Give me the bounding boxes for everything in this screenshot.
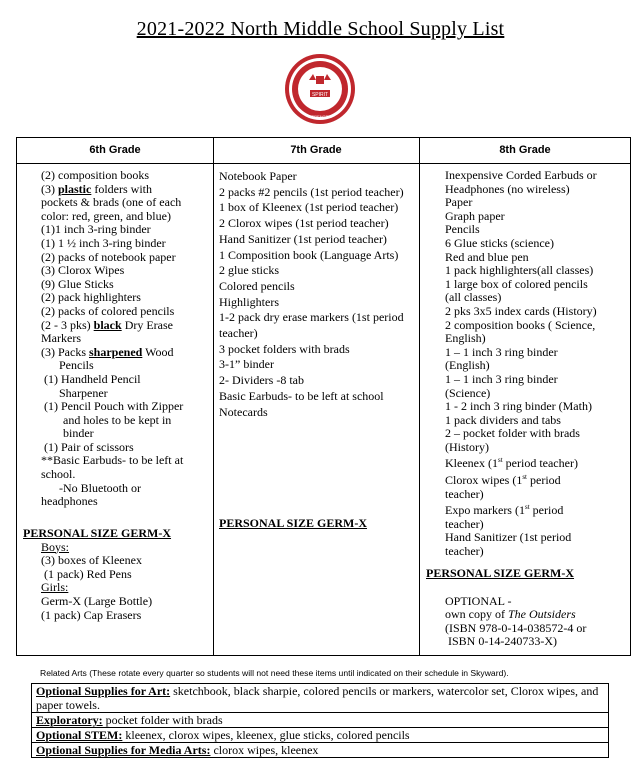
list-item: (2) pack highlighters bbox=[41, 290, 141, 305]
list-item: Expo markers (1st period bbox=[445, 503, 564, 518]
list-item: (all classes) bbox=[445, 290, 502, 305]
list-item: English) bbox=[445, 331, 486, 346]
list-item: 1 box of Kleenex (1st period teacher) bbox=[219, 200, 399, 215]
list-item: (1) Pair of scissors bbox=[41, 439, 134, 454]
list-item: 1 Composition book (Language Arts) bbox=[219, 247, 399, 262]
header-6th-grade: 6th Grade bbox=[89, 144, 141, 156]
list-item: 2 glue sticks bbox=[219, 263, 279, 278]
list-item: 2 composition books ( Science, bbox=[445, 317, 596, 332]
germx-heading: PERSONAL SIZE GERM-X bbox=[219, 516, 368, 530]
list-item: 1-2 pack dry erase markers (1st period teacher) bbox=[219, 310, 407, 341]
list-item: Highlighters bbox=[219, 294, 279, 309]
list-item: and holes to be kept in bbox=[63, 412, 172, 427]
list-item: (2) packs of notebook paper bbox=[41, 249, 176, 264]
list-item: teacher) bbox=[445, 516, 484, 531]
list-item: (2) packs of colored pencils bbox=[41, 303, 175, 318]
boys-label: Boys: bbox=[41, 539, 70, 554]
germx-heading: PERSONAL SIZE GERM-X bbox=[426, 566, 575, 580]
header-8th-grade: 8th Grade bbox=[499, 144, 551, 156]
header-7th-grade: 7th Grade bbox=[290, 144, 342, 156]
svg-text:STRENGTH: STRENGTH bbox=[309, 114, 331, 119]
optional-row-media-arts: Optional Supplies for Media Arts: clorox wipes, kleenex bbox=[36, 743, 319, 757]
girls-label: Girls: bbox=[41, 580, 69, 595]
optional-row-stem: Optional STEM: kleenex, clorox wipes, kleenex, glue sticks, colored pencils bbox=[32, 728, 608, 743]
grade7-list bbox=[219, 169, 417, 420]
column-divider bbox=[213, 138, 214, 655]
list-item: (1 pack) Red Pens bbox=[41, 566, 132, 581]
list-item: (English) bbox=[445, 358, 490, 373]
list-item: (1 pack) Cap Erasers bbox=[41, 607, 142, 622]
list-item: (1) Pencil Pouch with Zipper bbox=[41, 399, 184, 414]
list-item: Graph paper bbox=[445, 208, 505, 223]
list-item: (1) 1 ½ inch 3-ring binder bbox=[41, 235, 166, 250]
list-item: 1 – 1 inch 3 ring binder bbox=[445, 371, 558, 386]
list-item: binder bbox=[63, 426, 94, 441]
list-item: Pencils bbox=[445, 222, 480, 237]
list-item: **Basic Earbuds- to be left at bbox=[41, 453, 184, 468]
optional-supplies-box bbox=[31, 683, 609, 758]
list-item: school. bbox=[41, 467, 76, 482]
list-item: Paper bbox=[445, 195, 473, 210]
list-item: (History) bbox=[445, 439, 489, 454]
list-item: Clorox wipes (1st period bbox=[445, 473, 561, 488]
list-item: Inexpensive Corded Earbuds or bbox=[445, 168, 597, 182]
list-item: (3) Clorox Wipes bbox=[41, 263, 125, 278]
list-item: (1) Handheld Pencil bbox=[41, 371, 141, 386]
list-item: 1 large box of colored pencils bbox=[445, 276, 588, 291]
list-item: Hand Sanitizer (1st period bbox=[445, 530, 572, 545]
list-item: Headphones (no wireless) bbox=[445, 181, 570, 196]
list-item: Red and blue pen bbox=[445, 249, 529, 264]
list-item: Basic Earbuds- to be left at school bbox=[219, 388, 384, 403]
list-item: Germ-X (Large Bottle) bbox=[41, 593, 153, 608]
list-item: (3) boxes of Kleenex bbox=[41, 553, 142, 568]
list-item: (3) plastic folders with bbox=[41, 181, 152, 196]
related-arts-note: Related Arts (These rotate every quarter so students will not need these items until indicated on their schedule in Skyward). bbox=[40, 668, 509, 678]
list-item: 2 – pocket folder with brads bbox=[445, 426, 580, 441]
list-item: Pencils bbox=[59, 358, 94, 373]
list-item: 6 Glue sticks (science) bbox=[445, 235, 554, 250]
list-item: (ISBN 978-0-14-038572-4 or bbox=[445, 620, 587, 635]
page-title: 2021-2022 North Middle School Supply List bbox=[136, 18, 505, 40]
list-item: (Science) bbox=[445, 385, 491, 400]
list-item: (1)1 inch 3-ring binder bbox=[41, 222, 151, 237]
school-logo bbox=[283, 52, 357, 126]
grade8-list bbox=[445, 169, 629, 559]
school-seal-icon bbox=[283, 52, 357, 126]
list-item: 2 pks 3x5 index cards (History) bbox=[445, 303, 597, 318]
list-item: ISBN 0-14-240733-X) bbox=[445, 634, 557, 649]
list-item: color: red, green, and blue) bbox=[41, 208, 171, 223]
list-item: Sharpener bbox=[59, 385, 108, 400]
grade7-extras bbox=[219, 517, 417, 531]
list-item: (2 - 3 pks) black Dry Erase bbox=[41, 317, 173, 332]
list-item: Notecards bbox=[219, 404, 268, 419]
list-item: Colored pencils bbox=[219, 278, 295, 293]
list-item: 2 Clorox wipes (1st period teacher) bbox=[219, 216, 389, 231]
list-item: teacher) bbox=[445, 544, 484, 559]
grade6-extras bbox=[23, 527, 213, 622]
list-item: (2) composition books bbox=[41, 168, 149, 182]
grade8-extras bbox=[426, 567, 630, 649]
svg-text:SPIRIT: SPIRIT bbox=[311, 92, 329, 98]
grade6-list bbox=[41, 169, 213, 509]
list-item: 1 – 1 inch 3 ring binder bbox=[445, 344, 558, 359]
optional-row-exploratory: Exploratory: pocket folder with brads bbox=[32, 713, 608, 728]
list-item: headphones bbox=[41, 494, 98, 509]
supply-table bbox=[16, 137, 631, 656]
list-item: -No Bluetooth or bbox=[59, 480, 141, 495]
optional-label: OPTIONAL - bbox=[445, 593, 512, 608]
column-divider bbox=[419, 138, 420, 655]
list-item: 1 pack dividers and tabs bbox=[445, 412, 561, 427]
list-item: own copy of The Outsiders bbox=[445, 607, 576, 622]
list-item: 1 - 2 inch 3 ring binder (Math) bbox=[445, 399, 592, 414]
list-item: (3) Packs sharpened Wood bbox=[41, 344, 174, 359]
list-item: Hand Sanitizer (1st period teacher) bbox=[219, 231, 387, 246]
list-item: 1 pack highlighters(all classes) bbox=[445, 263, 594, 278]
list-item: Markers bbox=[41, 331, 81, 346]
list-item: 3-1” binder bbox=[219, 357, 274, 372]
list-item: (9) Glue Sticks bbox=[41, 276, 114, 291]
list-item: 3 pocket folders with brads bbox=[219, 341, 350, 356]
list-item: Kleenex (1st period teacher) bbox=[445, 456, 578, 471]
list-item: 2- Dividers -8 tab bbox=[219, 373, 304, 388]
list-item: 2 packs #2 pencils (1st period teacher) bbox=[219, 184, 404, 199]
header-divider bbox=[17, 163, 630, 164]
list-item: teacher) bbox=[445, 486, 484, 501]
optional-row-art: Optional Supplies for Art: sketchbook, black sharpie, colored pencils or markers, watercolor set, Clorox wipes, and paper towels. bbox=[32, 684, 608, 713]
germx-heading: PERSONAL SIZE GERM-X bbox=[23, 526, 172, 540]
list-item: Notebook Paper bbox=[219, 169, 297, 183]
list-item: pockets & brads (one of each bbox=[41, 195, 182, 210]
